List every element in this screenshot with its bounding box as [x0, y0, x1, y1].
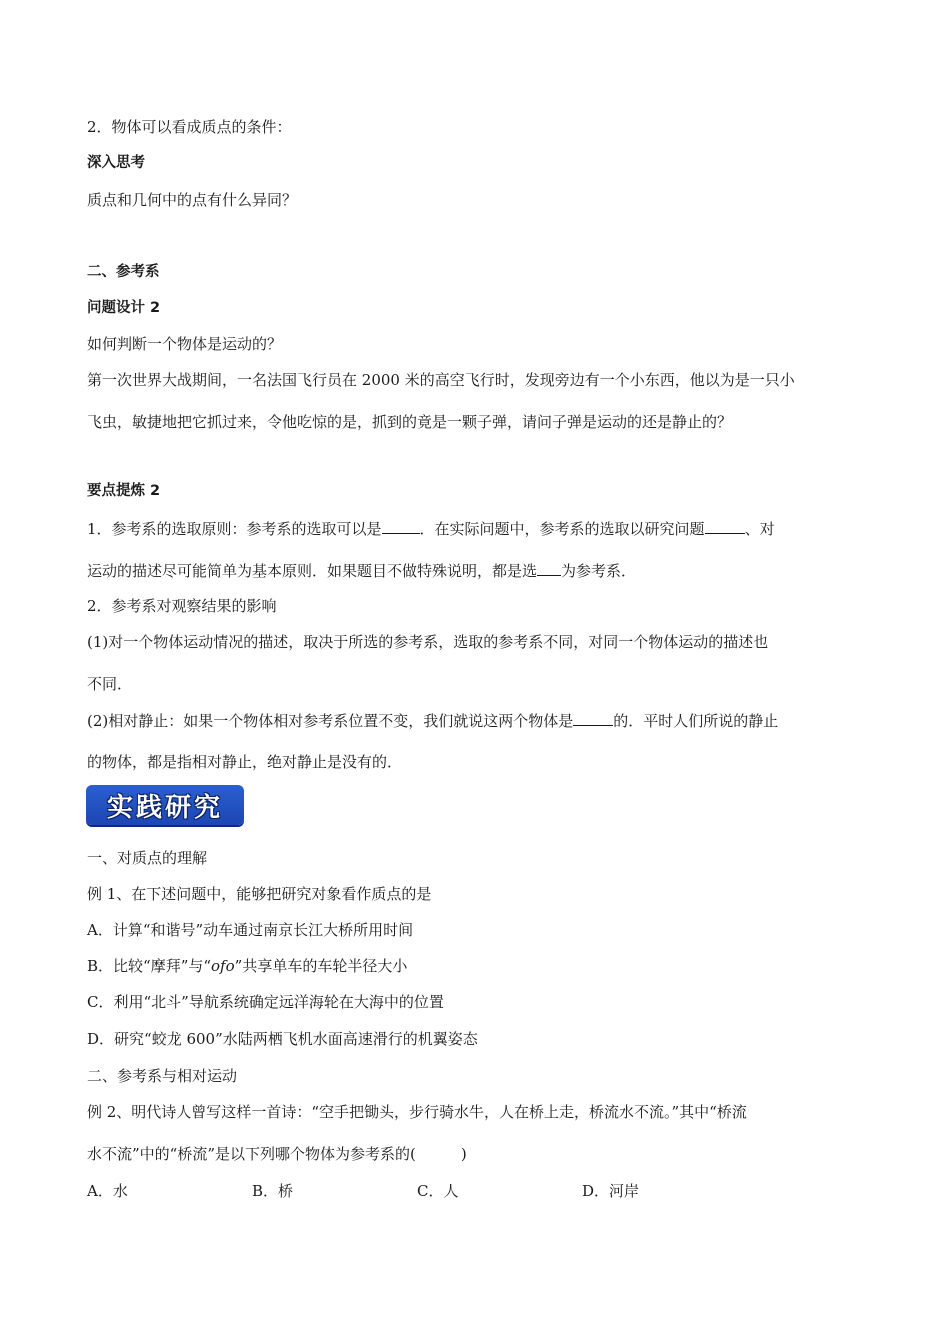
text-run: 、对	[744, 520, 775, 538]
text-run: ofo	[211, 957, 235, 975]
ex2-option-a: A．水	[87, 1182, 128, 1200]
option-c: C．利用“北斗”导航系统确定远洋海轮在大海中的位置	[87, 993, 444, 1011]
paragraph-line	[87, 710, 870, 731]
practice-research-banner	[86, 785, 244, 825]
ex2-option-b: B．桥	[252, 1182, 294, 1200]
text-run: (2)相对静止：如果一个物体相对参考系位置不变，我们就说这两个物体是	[87, 712, 574, 730]
paragraph-line	[87, 560, 870, 581]
fill-blank	[573, 710, 613, 726]
paragraph-line: (1)对一个物体运动情况的描述，取决于所选的参考系，选取的参考系不同，对同一个物体运动的描述也	[87, 633, 769, 651]
condition-heading: 2．物体可以看成质点的条件：	[87, 118, 292, 136]
text-run: 运动的描述尽可能简单为基本原则．如果题目不做特殊说明，都是选	[87, 562, 538, 580]
banner-label: 实践研究	[106, 792, 223, 823]
option-a: A．计算“和谐号”动车通过南京长江大桥所用时间	[87, 921, 414, 939]
fill-blank	[537, 560, 561, 576]
ex2-option-c: C．人	[417, 1182, 459, 1200]
paragraph-line: 第一次世界大战期间，一名法国飞行员在 2000 米的高空飞行时，发现旁边有一个小东西，他以为是一只小	[87, 371, 795, 389]
text-run: 为参考系．	[561, 562, 637, 580]
paragraph-line: 飞虫，敏捷地把它抓过来，令他吃惊的是，抓到的竟是一颗子弹，请问子弹是运动的还是静止的？	[87, 413, 733, 431]
paragraph-line	[87, 518, 870, 539]
key-points-2: 要点提炼 2	[87, 483, 161, 499]
ex2-option-d: D．河岸	[582, 1182, 640, 1200]
paragraph-line: 如何判断一个物体是运动的？	[87, 335, 283, 353]
paragraph-line: 的物体，都是指相对静止，绝对静止是没有的．	[87, 753, 403, 771]
example-2-question: 例 2、明代诗人曾写这样一首诗：“空手把锄头，步行骑水牛，人在桥上走，桥流水不流。”其中“桥流	[87, 1103, 747, 1121]
text-run: ”共享单车的车轮半径大小	[234, 957, 408, 975]
section-understanding-particle: 一、对质点的理解	[87, 849, 208, 867]
text-run: 1．参考系的选取原则：参考系的选取可以是	[87, 520, 382, 538]
option-d: D．研究“蛟龙 600”水陆两栖飞机水面高速滑行的机翼姿态	[87, 1030, 478, 1048]
question-text: 质点和几何中的点有什么异同？	[87, 191, 298, 209]
problem-design-2: 问题设计 2	[87, 300, 161, 316]
text-run: B．比较“摩拜”与“	[87, 957, 212, 975]
fill-blank	[705, 518, 745, 534]
text-run: 的．平时人们所说的静止	[613, 712, 779, 730]
paragraph-line: 2．参考系对观察结果的影响	[87, 597, 277, 615]
text-run: ．在实际问题中，参考系的选取以研究问题	[419, 520, 705, 538]
example-1-question: 例 1、在下述问题中，能够把研究对象看作质点的是	[87, 885, 432, 903]
fill-blank	[382, 518, 420, 534]
section-relative-motion: 二、参考系与相对运动	[87, 1067, 238, 1085]
option-b	[87, 956, 870, 976]
paragraph-line: 不同．	[87, 675, 133, 693]
section-reference-frame: 二、参考系	[87, 264, 160, 280]
deep-thinking-heading: 深入思考	[87, 155, 145, 171]
example-2-question-cont: 水不流”中的“桥流”是以下列哪个物体为参考系的( )	[87, 1145, 467, 1163]
